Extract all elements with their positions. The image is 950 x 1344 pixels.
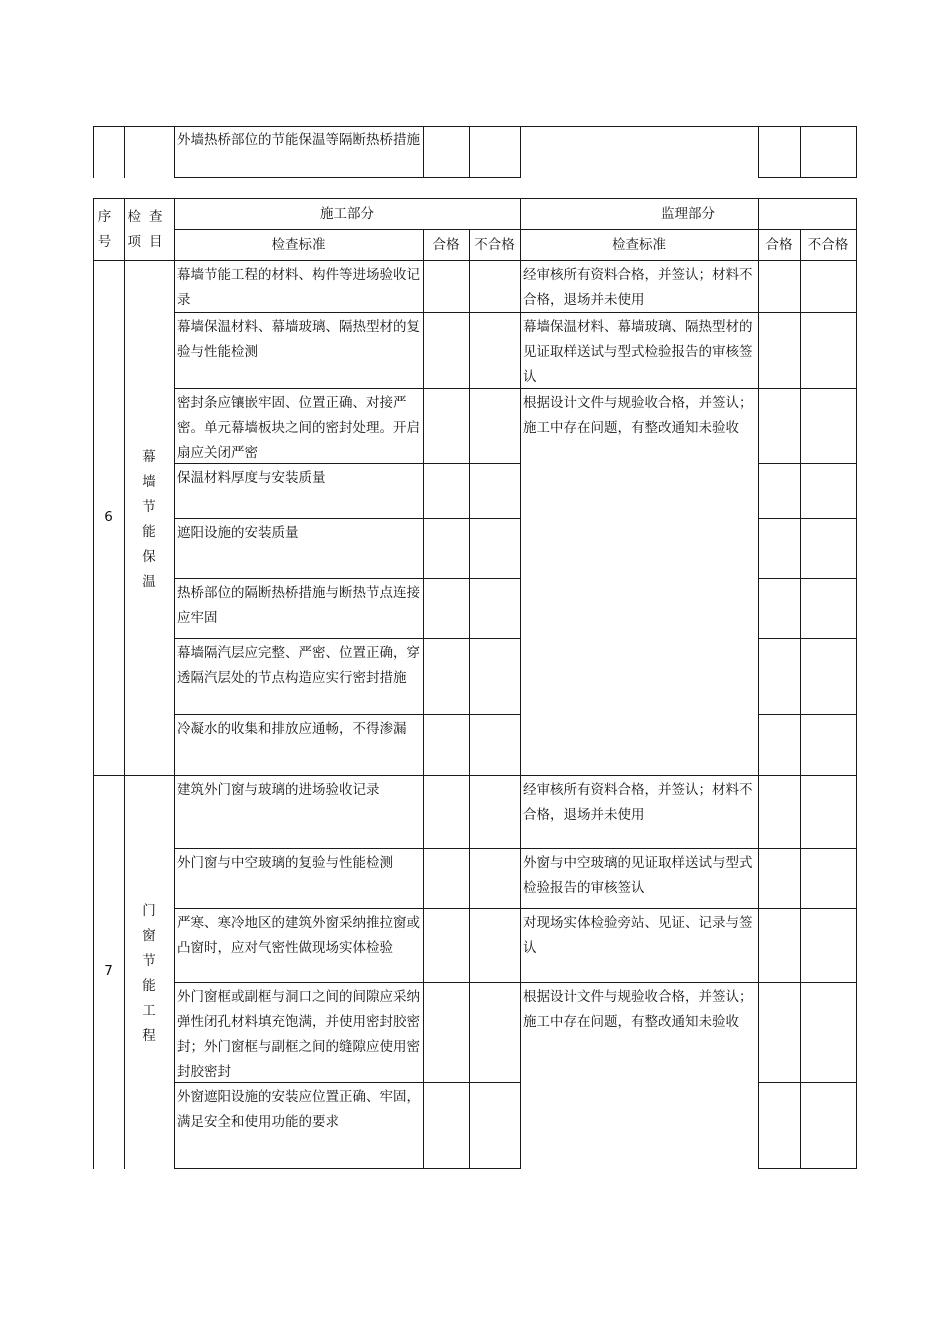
table-border [124, 198, 125, 1169]
table-border [174, 126, 175, 178]
header-construction: 施工部分 [320, 206, 374, 222]
criteria-cell: 热桥部位的隔断热桥措施与断热节点连接应牢固 [177, 585, 420, 626]
supervision-cell: 根据设计文件与规验收合格，并签认；施工中存在问题，有整改通知未验收 [523, 989, 753, 1030]
table-border [93, 775, 857, 776]
header-seq: 序号 [97, 209, 120, 250]
criteria-cell-continued: 外墙热桥部位的节能保温等隔断热桥措施 [177, 132, 420, 148]
criteria-cell: 幕墙隔汽层应完整、严密、位置正确，穿透隔汽层处的节点构造应实行密封措施 [177, 645, 420, 686]
table-border [93, 260, 857, 261]
criteria-cell: 外窗遮阳设施的安装应位置正确、牢固，满足安全和使用功能的要求 [177, 1089, 420, 1130]
table-border [800, 229, 801, 1169]
header-fail-supervision: 不合格 [807, 237, 849, 253]
table-border [758, 982, 857, 983]
table-border [174, 463, 521, 464]
criteria-cell: 幕墙节能工程的材料、构件等进场验收记录 [177, 267, 420, 308]
table-border [174, 1168, 521, 1169]
criteria-cell: 冷凝水的收集和排放应通畅，不得渗漏 [177, 721, 407, 737]
criteria-cell: 严寒、寒冷地区的建筑外窗采纳推拉窗或凸窗时，应对气密性做现场实体检验 [177, 915, 420, 956]
table-border [758, 578, 857, 579]
table-border [174, 229, 857, 230]
table-border [174, 638, 521, 639]
table-border [758, 177, 857, 178]
supervision-cell: 经审核所有资料合格，并签认；材料不合格，退场并未使用 [523, 782, 753, 823]
supervision-cell: 对现场实体检验旁站、见证、记录与签认 [523, 915, 753, 956]
table-border [469, 126, 470, 178]
table-border [174, 388, 521, 389]
table-border [93, 126, 857, 127]
table-border [520, 198, 521, 1169]
criteria-cell: 保温材料厚度与安装质量 [177, 470, 326, 486]
table-border [174, 908, 521, 909]
table-border [856, 126, 857, 178]
criteria-cell: 密封条应镶嵌牢固、位置正确、对接严密。单元幕墙板块之间的密封处理。开启扇应关闭严密 [177, 395, 420, 461]
table-border [800, 126, 801, 178]
table-border [174, 312, 521, 313]
criteria-cell: 遮阳设施的安装质量 [177, 525, 299, 541]
header-standard-supervision: 检查标准 [612, 237, 666, 253]
supervision-cell: 经审核所有资料合格，并签认；材料不合格，退场并未使用 [523, 267, 753, 308]
table-border [93, 198, 857, 199]
section-seq: 6 [104, 509, 113, 525]
table-border [758, 518, 857, 519]
header-supervision: 监理部分 [661, 206, 715, 222]
supervision-cell: 根据设计文件与规验收合格，并签认；施工中存在问题，有整改通知未验收 [523, 395, 753, 436]
criteria-cell: 建筑外门窗与玻璃的进场验收记录 [177, 782, 380, 798]
table-border [174, 714, 521, 715]
table-border [423, 229, 424, 1169]
table-border [758, 1082, 857, 1083]
table-border [856, 198, 857, 1169]
table-border [174, 982, 521, 983]
supervision-cell: 幕墙保温材料、幕墙玻璃、隔热型材的见证取样送试与型式检验报告的审核签认 [523, 319, 753, 385]
criteria-cell: 外门窗与中空玻璃的复验与性能检测 [177, 855, 393, 871]
table-border [174, 198, 175, 1169]
table-border [520, 312, 759, 313]
table-border [124, 126, 125, 178]
table-border [520, 848, 759, 849]
table-border [520, 126, 521, 178]
header-fail: 不合格 [474, 237, 515, 253]
criteria-cell: 幕墙保温材料、幕墙玻璃、隔热型材的复验与性能检测 [177, 319, 420, 360]
table-border [174, 1082, 521, 1083]
header-item: 检查项目 [127, 209, 171, 250]
section-item-name: 门窗节能工程 [142, 903, 156, 1044]
table-border [758, 848, 857, 849]
section-item-name: 幕墙节能保温 [142, 449, 156, 590]
table-border [174, 518, 521, 519]
header-standard: 检查标准 [271, 237, 326, 253]
table-border [758, 312, 857, 313]
table-border [520, 908, 759, 909]
table-border [758, 1168, 857, 1169]
section-seq: 7 [104, 963, 113, 979]
criteria-cell: 外门窗框或副框与洞口之间的间隙应采纳弹性闭孔材料填充饱满，并使用密封胶密封；外门窗框与副框之间的缝隙应使用密封胶密封 [177, 989, 420, 1080]
table-border [423, 126, 424, 178]
table-border [758, 638, 857, 639]
table-border [758, 388, 857, 389]
table-border [758, 198, 759, 1169]
table-border [469, 229, 470, 1169]
table-border [758, 714, 857, 715]
header-pass: 合格 [432, 237, 460, 253]
table-border [174, 848, 521, 849]
supervision-cell: 外窗与中空玻璃的见证取样送试与型式检验报告的审核签认 [523, 855, 753, 896]
table-border [174, 578, 521, 579]
table-border [93, 126, 94, 178]
table-border [93, 198, 94, 1169]
table-border [758, 126, 759, 178]
header-pass-supervision: 合格 [765, 237, 793, 253]
table-border [520, 388, 759, 389]
table-border [520, 982, 759, 983]
table-border [758, 463, 857, 464]
table-border [758, 908, 857, 909]
